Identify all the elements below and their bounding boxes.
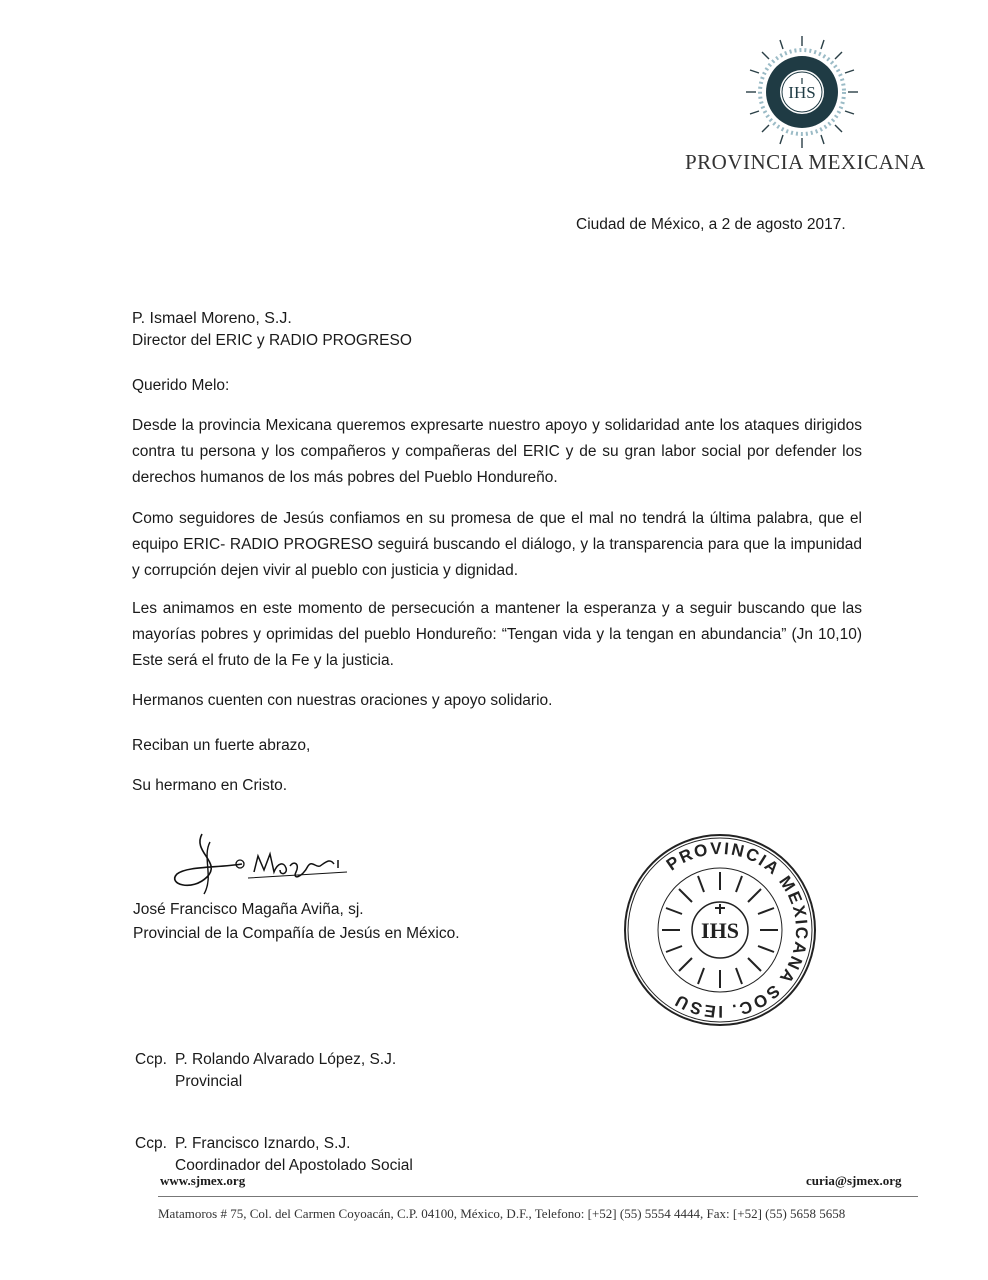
jesuit-logo bbox=[744, 34, 860, 150]
footer-website[interactable]: www.sjmex.org bbox=[160, 1173, 246, 1188]
footer-email[interactable]: curia@sjmex.org bbox=[806, 1173, 902, 1188]
logo-monogram: IHS bbox=[788, 83, 816, 102]
stamp-ring-text: PROVINCIA MEXICANA SOC. IESU bbox=[662, 838, 812, 1022]
province-name: PROVINCIA MEXICANA bbox=[685, 150, 926, 174]
body-paragraph: Desde la provincia Mexicana queremos expresarte nuestro apoyo y solidaridad ante los ataques dirigidos contra tu persona y los compañeros y compañeras del ERIC y de su gran labor social por defender los derechos humanos de los más pobres del Pueblo Hondureño. bbox=[132, 417, 862, 486]
recipient-title: Director del ERIC y RADIO PROGRESO bbox=[132, 332, 412, 349]
cc-entry bbox=[135, 1049, 396, 1093]
letter-date: Ciudad de México, a 2 de agosto 2017. bbox=[576, 216, 846, 233]
stamp-monogram: IHS bbox=[701, 918, 739, 943]
signer-name: José Francisco Magaña Aviña, sj. bbox=[133, 901, 364, 918]
cc-role: Provincial bbox=[175, 1073, 243, 1090]
cc-name: P. Rolando Alvarado López, S.J. bbox=[175, 1051, 397, 1068]
cc-role: Coordinador del Apostolado Social bbox=[175, 1157, 413, 1174]
signer-position: Provincial de la Compañía de Jesús en México. bbox=[133, 925, 460, 942]
signer-block bbox=[133, 898, 460, 946]
recipient-block bbox=[132, 308, 412, 352]
closing-line: Reciban un fuerte abrazo, bbox=[132, 737, 311, 754]
body-paragraph: Hermanos cuenten con nuestras oraciones y apoyo solidario. bbox=[132, 692, 553, 709]
footer-address: Matamoros # 75, Col. del Carmen Coyoacán, C.P. 04100, México, D.F., Telefono: [+52] (55) 5554 4444, Fax: [+52] (55) 5658 5658 bbox=[158, 1206, 846, 1221]
recipient-name: P. Ismael Moreno, S.J. bbox=[132, 310, 292, 327]
cc-name: P. Francisco Iznardo, S.J. bbox=[175, 1135, 351, 1152]
cc-entry bbox=[135, 1133, 413, 1177]
body-paragraph: Como seguidores de Jesús confiamos en su promesa de que el mal no tendrá la última palabra, que el equipo ERIC- RADIO PROGRESO seguirá buscando el diálogo, y la transparencia para que la impunidad y corrupción dejen vivir al pueblo con justicia y dignidad. bbox=[132, 510, 862, 579]
cc-label: Ccp. bbox=[135, 1051, 167, 1068]
footer-divider bbox=[158, 1196, 918, 1197]
official-stamp bbox=[622, 832, 818, 1028]
body-paragraph: Les animamos en este momento de persecución a mantener la esperanza y a seguir buscando que las mayorías pobres y oprimidas del pueblo Hondureño: “Tengan vida y la tengan en abundancia” (Jn 10,10) Este será el fruto de la Fe y la justicia. bbox=[132, 600, 862, 669]
handwritten-signature bbox=[162, 822, 362, 902]
cc-label: Ccp. bbox=[135, 1135, 167, 1152]
closing-signoff: Su hermano en Cristo. bbox=[132, 777, 288, 794]
greeting: Querido Melo: bbox=[132, 377, 230, 394]
